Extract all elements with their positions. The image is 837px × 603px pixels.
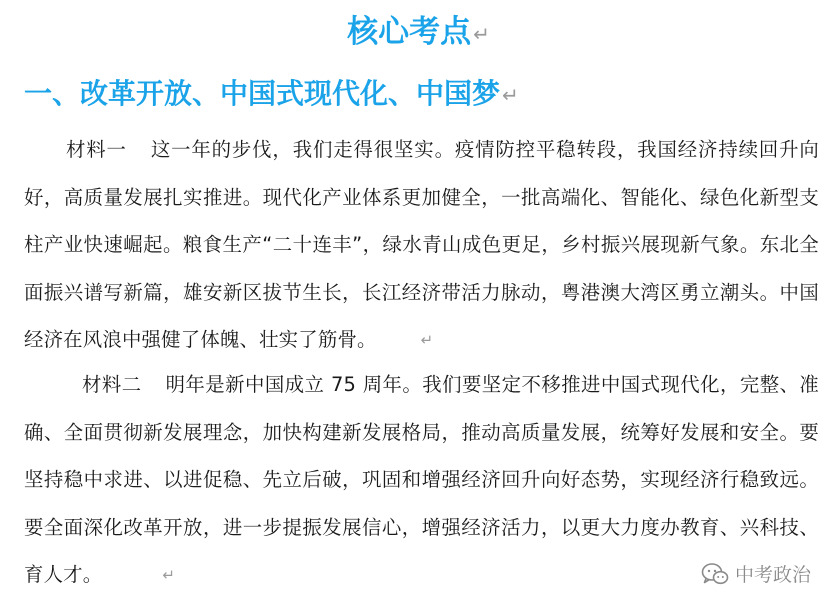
material-paragraph-1: [24, 126, 819, 364]
wechat-icon: [701, 562, 729, 586]
material-label: 材料一: [66, 138, 127, 161]
paragraph-mark-icon: ↵: [420, 331, 434, 349]
section-heading: [24, 72, 519, 116]
material-label: 材料二: [82, 373, 142, 396]
watermark-text: 中考政治: [734, 564, 811, 586]
document-title: [0, 10, 837, 54]
material-text: 明年是新中国成立 75 周年。我们要坚定不移推进中国式现代化，完整、准确、全面贯彻新发展理念，加快构建新发展格局，推动高质量发展，统筹好发展和安全。要坚持稳中求进、以进促稳、先立后破，巩固和增强经济回升向好态势，实现经济行稳致远。要全面深化改革开放，进一步提振发展信心，增强经济活力，以更大力度办教育、兴科技、育人才。: [24, 373, 820, 586]
material-paragraph-2: [24, 361, 819, 599]
paragraph-mark-icon: ↵: [502, 83, 519, 107]
paragraph-mark-icon: ↵: [162, 566, 176, 584]
watermark: [701, 560, 811, 587]
heading-text: 一、改革开放、中国式现代化、中国梦: [24, 77, 501, 110]
title-text: 核心考点: [347, 14, 472, 50]
material-text: 这一年的步伐，我们走得很坚实。疫情防控平稳转段，我国经济持续回升向好，高质量发展扎实推进。现代化产业体系更加健全，一批高端化、智能化、绿色化新型支柱产业快速崛起。粮食生产“二十连丰”，绿水青山成色更足，乡村振兴展现新气象。东北全面振兴谱写新篇，雄安新区拔节生长，长江经济带活力脉动，粤港澳大湾区勇立潮头。中国经济在风浪中强健了体魄、壮实了筋骨。: [24, 138, 819, 351]
paragraph-mark-icon: ↵: [473, 21, 490, 46]
